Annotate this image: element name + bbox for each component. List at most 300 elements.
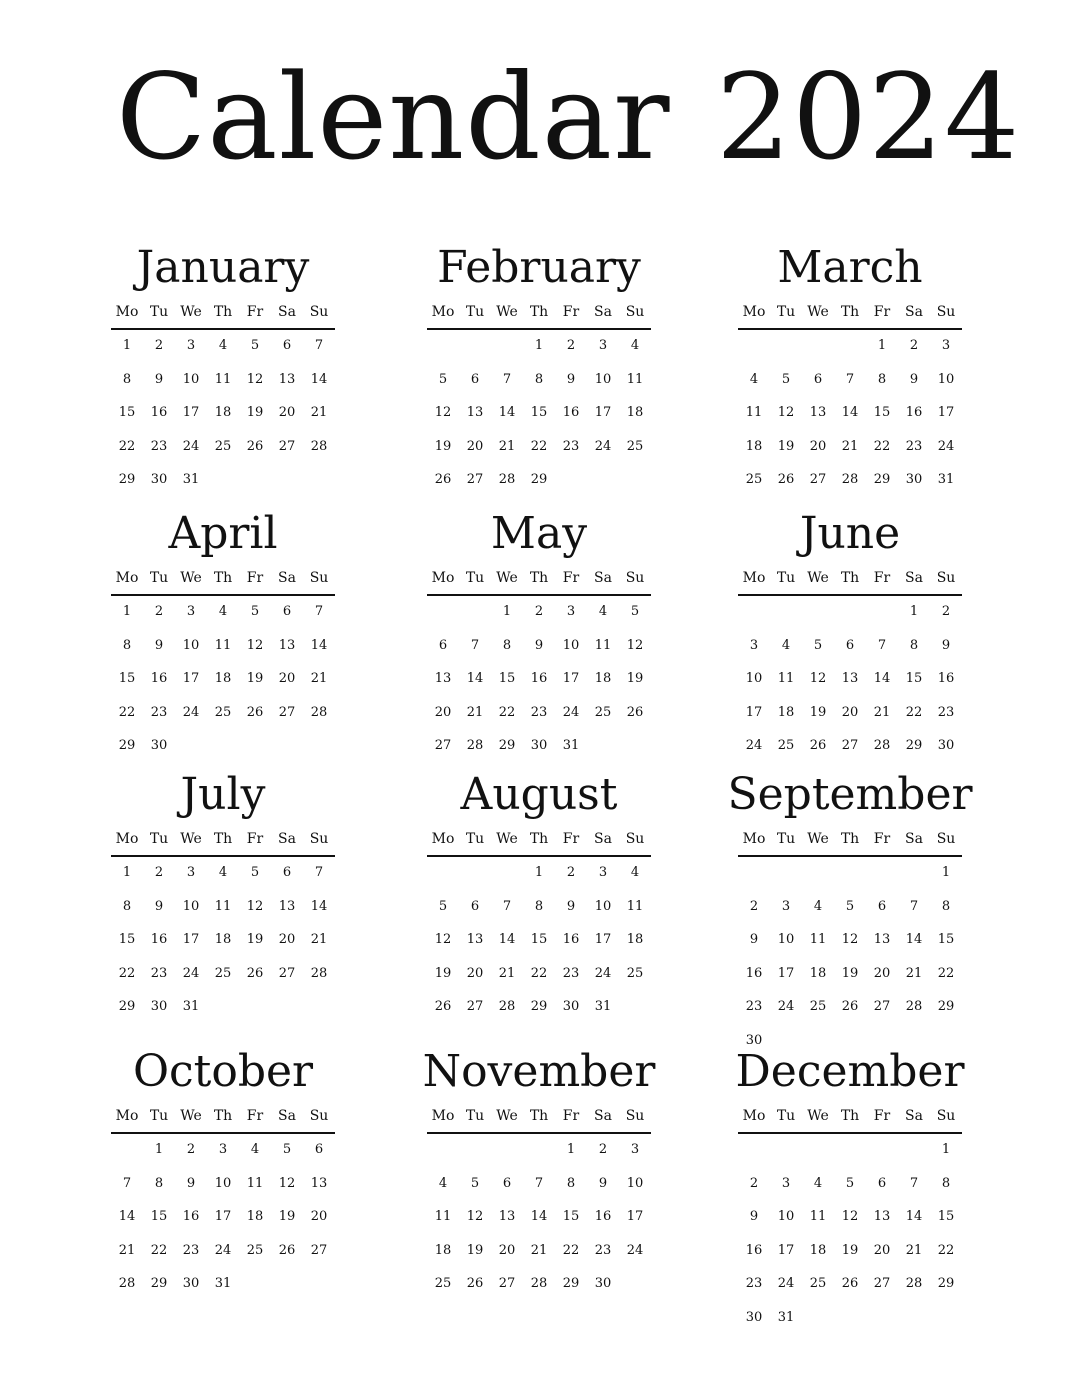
weekday-label: Sa [278,304,296,320]
day-cell: 14 [466,671,484,686]
weekday-label: Th [529,831,549,847]
day-cell: 20 [278,671,296,686]
empty-cell [427,597,459,631]
header-divider [111,855,335,857]
day-cell: 18 [594,671,612,686]
day-cell: 19 [841,1242,859,1258]
day-cell: 3 [781,1175,791,1191]
day-cell: 11 [246,1175,264,1191]
header-divider [111,594,335,596]
weekday-label: Fr [873,304,891,320]
day-grid [111,597,335,765]
day-cell: 31 [594,999,612,1014]
day-cell: 30 [594,1276,612,1291]
day-cell: 11 [214,371,232,387]
empty-cell [802,1135,834,1169]
day-cell: 30 [562,999,580,1014]
day-cell: 10 [214,1175,232,1191]
day-cell: 15 [562,1209,580,1224]
day-cell: 20 [434,704,452,720]
day-cell: 19 [777,438,795,454]
day-cell: 22 [118,704,136,720]
weekday-label: Su [936,304,956,320]
weekday-label: We [807,570,829,586]
day-cell: 14 [530,1209,548,1224]
day-cell: 11 [434,1209,452,1224]
weekday-label: We [180,1108,202,1124]
weekday-header [738,1106,962,1126]
day-cell: 1 [877,338,887,353]
day-cell: 6 [877,898,887,914]
header-divider [738,855,962,857]
month-name: November [422,1046,656,1097]
weekday-label: Su [625,304,645,320]
day-cell: 30 [182,1276,200,1291]
day-cell: 24 [182,704,200,720]
empty-cell [770,597,802,631]
day-cell: 2 [534,604,544,619]
weekday-label: Su [625,831,645,847]
weekday-label: We [180,304,202,320]
day-cell: 13 [873,932,891,947]
day-cell: 17 [777,965,795,981]
day-grid [738,597,962,765]
day-cell: 7 [909,1175,919,1191]
day-cell: 10 [594,371,612,387]
weekday-label: Mo [742,570,766,586]
day-cell: 23 [562,965,580,981]
day-cell: 1 [122,604,132,619]
day-cell: 6 [877,1175,887,1191]
day-cell: 24 [777,999,795,1014]
day-cell: 19 [278,1209,296,1224]
day-cell: 18 [777,704,795,720]
day-cell: 16 [182,1209,200,1224]
day-cell: 2 [566,338,576,353]
day-cell: 9 [566,898,576,914]
day-cell: 21 [498,965,516,981]
day-cell: 19 [246,671,264,686]
day-cell: 14 [498,405,516,420]
calendar-year: 2024 [716,48,1021,186]
day-cell: 2 [749,1175,759,1191]
day-cell: 21 [873,704,891,720]
day-cell: 16 [905,405,923,420]
weekday-label: Tu [776,1108,796,1124]
day-cell: 20 [873,965,891,981]
day-cell: 11 [214,898,232,914]
weekday-label: We [807,304,829,320]
day-cell: 7 [845,371,855,387]
day-cell: 10 [562,637,580,653]
day-cell: 15 [498,671,516,686]
day-cell: 22 [937,1242,955,1258]
day-cell: 6 [314,1142,324,1157]
weekday-label: We [807,831,829,847]
month-name: June [799,508,901,559]
day-cell: 9 [598,1175,608,1191]
weekday-header [427,302,651,322]
weekday-header [111,568,335,588]
day-cell: 7 [122,1175,132,1191]
weekday-label: Tu [149,570,169,586]
day-cell: 14 [905,932,923,947]
weekday-label: Mo [742,831,766,847]
day-cell: 17 [182,932,200,947]
day-cell: 8 [534,898,544,914]
day-cell: 18 [809,965,827,981]
day-cell: 1 [122,865,132,880]
day-cell: 12 [841,1209,859,1224]
month-name: May [490,508,588,559]
day-cell: 10 [594,898,612,914]
day-cell: 12 [434,932,452,947]
day-cell: 3 [598,865,608,880]
day-cell: 2 [909,338,919,353]
weekday-label: Fr [246,570,264,586]
day-cell: 5 [250,338,260,353]
day-cell: 18 [626,932,644,947]
weekday-label: Tu [149,1108,169,1124]
empty-cell [834,597,866,631]
day-cell: 31 [214,1276,232,1291]
day-cell: 28 [310,704,328,720]
day-cell: 26 [809,738,827,753]
month-name: February [437,242,641,293]
day-cell: 12 [434,405,452,420]
empty-cell [427,331,459,365]
day-cell: 12 [809,671,827,686]
day-cell: 3 [749,637,759,653]
month-name: December [735,1046,965,1097]
day-cell: 27 [873,999,891,1014]
day-cell: 9 [909,371,919,387]
day-cell: 5 [781,371,791,387]
day-cell: 9 [566,371,576,387]
day-grid [738,1135,962,1336]
weekday-label: Sa [905,1108,923,1124]
day-cell: 7 [314,338,324,353]
day-cell: 30 [905,472,923,487]
day-cell: 17 [182,405,200,420]
day-cell: 13 [873,1209,891,1224]
day-cell: 30 [745,1032,763,1048]
day-cell: 17 [594,932,612,947]
month-name: July [180,769,266,820]
empty-cell [802,331,834,365]
weekday-label: Sa [905,831,923,847]
empty-cell [834,1135,866,1169]
day-cell: 16 [562,405,580,420]
day-cell: 4 [250,1142,260,1157]
day-cell: 13 [434,671,452,686]
day-cell: 23 [530,704,548,720]
day-cell: 5 [470,1175,480,1191]
day-cell: 25 [594,704,612,720]
weekday-label: Fr [246,831,264,847]
day-cell: 30 [530,738,548,753]
day-cell: 27 [278,438,296,454]
day-cell: 14 [873,671,891,686]
weekday-label: Sa [594,304,612,320]
day-cell: 21 [905,965,923,981]
day-cell: 1 [534,338,544,353]
day-cell: 20 [466,438,484,454]
day-cell: 10 [777,932,795,947]
day-cell: 23 [594,1242,612,1258]
day-cell: 2 [566,865,576,880]
day-grid [738,331,962,499]
day-cell: 28 [841,472,859,487]
weekday-label: Fr [246,1108,264,1124]
weekday-label: Tu [149,831,169,847]
weekday-label: Mo [115,570,139,586]
weekday-label: Fr [562,1108,580,1124]
day-grid [111,858,335,1026]
weekday-label: Th [840,304,860,320]
weekday-label: Fr [246,304,264,320]
day-cell: 8 [941,898,951,914]
day-cell: 4 [218,338,228,353]
empty-cell [738,858,770,892]
header-divider [111,328,335,330]
day-cell: 6 [845,637,855,653]
empty-cell [802,858,834,892]
day-cell: 29 [498,738,516,753]
day-cell: 11 [777,671,795,686]
day-cell: 8 [877,371,887,387]
day-cell: 25 [214,438,232,454]
header-divider [111,1132,335,1134]
day-cell: 25 [809,1276,827,1291]
month-name: March [777,242,923,293]
day-cell: 28 [873,738,891,753]
day-cell: 7 [314,865,324,880]
weekday-label: Tu [149,304,169,320]
weekday-header [427,568,651,588]
weekday-label: Su [309,304,329,320]
day-cell: 9 [749,932,759,947]
day-cell: 20 [809,438,827,454]
weekday-label: Fr [562,304,580,320]
day-cell: 15 [937,932,955,947]
day-cell: 31 [562,738,580,753]
day-cell: 3 [218,1142,228,1157]
day-cell: 7 [502,898,512,914]
empty-cell [523,1135,555,1169]
day-cell: 29 [118,999,136,1014]
month-name: September [727,769,973,820]
weekday-label: Fr [873,570,891,586]
weekday-label: Mo [431,570,455,586]
day-cell: 22 [873,438,891,454]
day-cell: 23 [937,704,955,720]
day-cell: 6 [282,865,292,880]
weekday-label: Mo [115,831,139,847]
day-cell: 9 [186,1175,196,1191]
day-cell: 29 [937,999,955,1014]
day-cell: 27 [434,738,452,753]
weekday-label: Su [309,1108,329,1124]
day-cell: 27 [310,1242,328,1258]
day-cell: 8 [122,898,132,914]
day-cell: 5 [438,371,448,387]
weekday-label: Sa [594,831,612,847]
day-cell: 23 [562,438,580,454]
day-cell: 7 [502,371,512,387]
day-cell: 27 [466,472,484,487]
day-cell: 3 [630,1142,640,1157]
day-cell: 28 [310,438,328,454]
day-cell: 27 [278,704,296,720]
day-grid [427,858,651,1026]
day-cell: 3 [186,604,196,619]
day-cell: 28 [905,999,923,1014]
day-cell: 2 [154,338,164,353]
day-cell: 30 [937,738,955,753]
day-cell: 21 [466,704,484,720]
day-cell: 26 [626,704,644,720]
day-cell: 14 [118,1209,136,1224]
day-cell: 5 [813,637,823,653]
day-cell: 24 [777,1276,795,1291]
weekday-label: Th [529,570,549,586]
day-cell: 27 [466,999,484,1014]
month-name: August [460,769,618,820]
weekday-label: Mo [431,831,455,847]
day-cell: 6 [282,604,292,619]
day-grid [427,331,651,499]
day-cell: 21 [498,438,516,454]
day-cell: 14 [310,898,328,914]
day-cell: 15 [530,405,548,420]
day-cell: 28 [118,1276,136,1291]
day-cell: 6 [502,1175,512,1191]
day-cell: 9 [749,1209,759,1224]
month-name: October [132,1046,314,1097]
day-cell: 22 [562,1242,580,1258]
day-cell: 23 [150,965,168,981]
day-grid [427,1135,651,1303]
day-cell: 8 [154,1175,164,1191]
day-cell: 16 [150,405,168,420]
day-cell: 9 [154,898,164,914]
day-cell: 15 [873,405,891,420]
empty-cell [834,331,866,365]
day-cell: 20 [873,1242,891,1258]
day-cell: 5 [250,865,260,880]
day-cell: 25 [626,438,644,454]
header-divider [427,1132,651,1134]
empty-cell [427,858,459,892]
day-cell: 20 [466,965,484,981]
day-cell: 31 [777,1309,795,1325]
empty-cell [770,1135,802,1169]
day-cell: 2 [941,604,951,619]
weekday-label: Mo [742,1108,766,1124]
day-cell: 29 [937,1276,955,1291]
day-cell: 5 [845,898,855,914]
day-cell: 26 [841,999,859,1014]
weekday-header [738,568,962,588]
day-cell: 20 [278,405,296,420]
header-divider [427,855,651,857]
weekday-label: Th [213,304,233,320]
day-cell: 17 [937,405,955,420]
day-cell: 4 [438,1175,448,1191]
empty-cell [459,331,491,365]
day-cell: 22 [118,438,136,454]
day-cell: 20 [278,932,296,947]
day-cell: 17 [182,671,200,686]
day-cell: 27 [278,965,296,981]
day-cell: 11 [809,932,827,947]
day-cell: 19 [466,1242,484,1258]
weekday-label: Tu [465,570,485,586]
day-cell: 8 [122,371,132,387]
day-cell: 30 [745,1309,763,1325]
day-cell: 17 [594,405,612,420]
day-cell: 3 [941,338,951,353]
day-cell: 13 [278,637,296,653]
day-cell: 1 [122,338,132,353]
empty-cell [491,1135,523,1169]
day-cell: 24 [214,1242,232,1258]
day-cell: 9 [534,637,544,653]
header-divider [738,1132,962,1134]
day-cell: 6 [470,898,480,914]
day-cell: 25 [214,965,232,981]
day-cell: 23 [905,438,923,454]
day-cell: 10 [182,898,200,914]
weekday-label: Th [529,304,549,320]
day-cell: 1 [502,604,512,619]
day-cell: 25 [777,738,795,753]
weekday-label: Su [309,831,329,847]
weekday-label: Sa [278,831,296,847]
weekday-label: Th [529,1108,549,1124]
day-cell: 10 [182,637,200,653]
weekday-label: Sa [905,304,923,320]
day-cell: 2 [749,898,759,914]
day-cell: 17 [777,1242,795,1258]
day-cell: 15 [118,405,136,420]
day-cell: 22 [530,438,548,454]
day-cell: 6 [282,338,292,353]
day-cell: 8 [502,637,512,653]
day-cell: 13 [310,1175,328,1191]
day-cell: 16 [530,671,548,686]
weekday-label: Tu [776,831,796,847]
day-cell: 8 [534,371,544,387]
day-cell: 21 [310,405,328,420]
day-cell: 2 [154,865,164,880]
day-cell: 12 [278,1175,296,1191]
day-cell: 20 [498,1242,516,1258]
empty-cell [770,858,802,892]
day-cell: 14 [310,637,328,653]
weekday-label: Tu [776,304,796,320]
day-cell: 6 [470,371,480,387]
empty-cell [459,858,491,892]
day-cell: 7 [314,604,324,619]
day-cell: 18 [809,1242,827,1258]
weekday-label: Sa [278,570,296,586]
day-cell: 20 [841,704,859,720]
day-cell: 28 [498,999,516,1014]
day-cell: 27 [841,738,859,753]
weekday-label: Sa [594,1108,612,1124]
